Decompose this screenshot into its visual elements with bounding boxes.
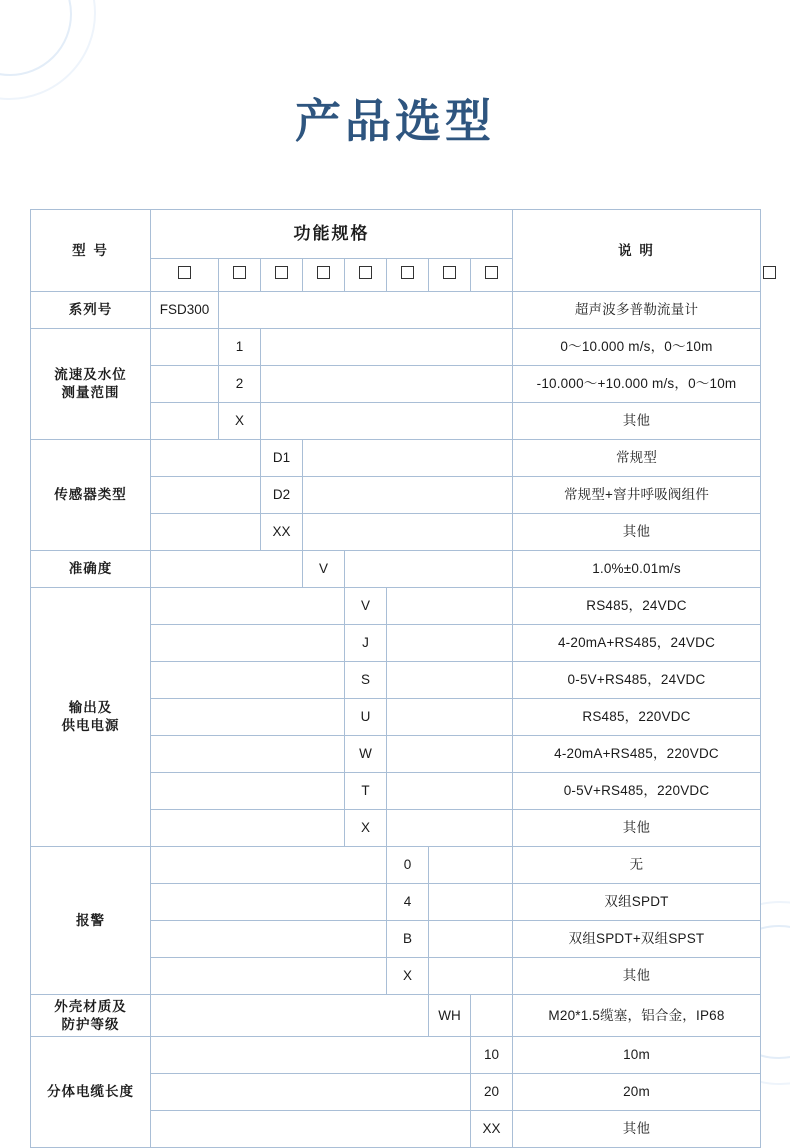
- spacer-cell: [151, 810, 345, 847]
- header-description: 说 明: [513, 210, 761, 292]
- spacer-cell: [429, 958, 513, 995]
- row-label-housing: 外壳材质及 防护等级: [31, 995, 151, 1037]
- table-row: [31, 588, 761, 625]
- desc-sensor-d2: 常规型+窨井呼吸阀组件: [513, 477, 761, 514]
- desc-output-w: 4-20mA+RS485，220VDC: [513, 736, 761, 773]
- spacer-cell: [151, 1111, 471, 1148]
- spacer-cell: [387, 662, 513, 699]
- table-row: [31, 1037, 761, 1074]
- spacer-cell: [151, 847, 387, 884]
- spacer-cell: [151, 440, 261, 477]
- desc-alarm-4: 双组SPDT: [513, 884, 761, 921]
- desc-sensor-d1: 常规型: [513, 440, 761, 477]
- spacer-cell: [151, 921, 387, 958]
- spacer-cell: [261, 329, 513, 366]
- code-output-x: X: [345, 810, 387, 847]
- code-series-fsd300: FSD300: [151, 292, 219, 329]
- row-label-alarm: 报警: [31, 847, 151, 995]
- desc-cable-20: 20m: [513, 1074, 761, 1111]
- spacer-cell: [219, 292, 513, 329]
- spacer-cell: [387, 699, 513, 736]
- code-cable-10: 10: [471, 1037, 513, 1074]
- row-label-series: 系列号: [31, 292, 151, 329]
- spacer-cell: [387, 736, 513, 773]
- desc-output-j: 4-20mA+RS485，24VDC: [513, 625, 761, 662]
- spacer-cell: [151, 366, 219, 403]
- spacer-cell: [429, 921, 513, 958]
- checkbox-icon[interactable]: [317, 266, 330, 279]
- table-row: [31, 292, 761, 329]
- code-cable-xx: XX: [471, 1111, 513, 1148]
- spacer-cell: [303, 514, 513, 551]
- spacer-cell: [303, 477, 513, 514]
- spacer-cell: [151, 958, 387, 995]
- spacer-cell: [261, 403, 513, 440]
- table-header-row: [31, 210, 761, 259]
- header-model: 型 号: [31, 210, 151, 292]
- table-row: [31, 847, 761, 884]
- desc-alarm-b: 双组SPDT+双组SPST: [513, 921, 761, 958]
- row-label-accuracy: 准确度: [31, 551, 151, 588]
- desc-alarm-x: 其他: [513, 958, 761, 995]
- spacer-cell: [151, 588, 345, 625]
- checkbox-cell-6[interactable]: [387, 259, 429, 292]
- spacer-cell: [387, 625, 513, 662]
- checkbox-icon[interactable]: [401, 266, 414, 279]
- checkbox-cell-5[interactable]: [345, 259, 387, 292]
- row-label-output-power: 输出及 供电电源: [31, 588, 151, 847]
- code-output-t: T: [345, 773, 387, 810]
- code-output-u: U: [345, 699, 387, 736]
- code-alarm-b: B: [387, 921, 429, 958]
- code-output-w: W: [345, 736, 387, 773]
- spacer-cell: [151, 699, 345, 736]
- desc-cable-xx: 其他: [513, 1111, 761, 1148]
- code-output-v: V: [345, 588, 387, 625]
- spacer-cell: [429, 884, 513, 921]
- desc-output-t: 0-5V+RS485，220VDC: [513, 773, 761, 810]
- desc-output-u: RS485，220VDC: [513, 699, 761, 736]
- checkbox-icon[interactable]: [275, 266, 288, 279]
- spacer-cell: [429, 847, 513, 884]
- code-sensor-xx: XX: [261, 514, 303, 551]
- checkbox-icon[interactable]: [485, 266, 498, 279]
- code-range-1: 1: [219, 329, 261, 366]
- spacer-cell: [151, 477, 261, 514]
- spacer-cell: [151, 1037, 471, 1074]
- desc-range-x: 其他: [513, 403, 761, 440]
- checkbox-cell-7[interactable]: [429, 259, 471, 292]
- table-row: [31, 995, 761, 1037]
- spacer-cell: [471, 995, 513, 1037]
- row-label-sensor-type: 传感器类型: [31, 440, 151, 551]
- desc-sensor-xx: 其他: [513, 514, 761, 551]
- table-row: [31, 551, 761, 588]
- code-housing-wh: WH: [429, 995, 471, 1037]
- checkbox-cell-4[interactable]: [303, 259, 345, 292]
- checkbox-cell-2[interactable]: [219, 259, 261, 292]
- checkbox-icon[interactable]: [178, 266, 191, 279]
- desc-alarm-0: 无: [513, 847, 761, 884]
- spacer-cell: [261, 366, 513, 403]
- code-output-s: S: [345, 662, 387, 699]
- row-label-range: 流速及水位 测量范围: [31, 329, 151, 440]
- spacer-cell: [151, 662, 345, 699]
- checkbox-icon[interactable]: [763, 266, 776, 279]
- code-range-2: 2: [219, 366, 261, 403]
- header-function-spec: 功能规格: [151, 210, 513, 259]
- spacer-cell: [151, 736, 345, 773]
- spacer-cell: [151, 1074, 471, 1111]
- code-output-j: J: [345, 625, 387, 662]
- selection-table-wrapper: [30, 209, 760, 1148]
- code-accuracy-v: V: [303, 551, 345, 588]
- desc-cable-10: 10m: [513, 1037, 761, 1074]
- spacer-cell: [151, 884, 387, 921]
- desc-output-s: 0-5V+RS485，24VDC: [513, 662, 761, 699]
- code-sensor-d2: D2: [261, 477, 303, 514]
- code-alarm-x: X: [387, 958, 429, 995]
- spacer-cell: [151, 625, 345, 662]
- desc-output-v: RS485，24VDC: [513, 588, 761, 625]
- spacer-cell: [387, 773, 513, 810]
- desc-accuracy-v: 1.0%±0.01m/s: [513, 551, 761, 588]
- desc-housing-wh: M20*1.5缆塞，铝合金，IP68: [513, 995, 761, 1037]
- checkbox-icon[interactable]: [359, 266, 372, 279]
- desc-range-1: 0～10.000 m/s，0～10m: [513, 329, 761, 366]
- desc-output-x: 其他: [513, 810, 761, 847]
- spacer-cell: [151, 514, 261, 551]
- desc-range-2: -10.000～+10.000 m/s，0～10m: [513, 366, 761, 403]
- desc-series: 超声波多普勒流量计: [513, 292, 761, 329]
- spacer-cell: [387, 588, 513, 625]
- checkbox-cell-1[interactable]: [151, 259, 219, 292]
- checkbox-icon[interactable]: [233, 266, 246, 279]
- checkbox-icon[interactable]: [443, 266, 456, 279]
- page-title: 产品选型: [295, 95, 495, 147]
- spacer-cell: [151, 773, 345, 810]
- code-alarm-4: 4: [387, 884, 429, 921]
- code-range-x: X: [219, 403, 261, 440]
- spacer-cell: [151, 329, 219, 366]
- table-row: [31, 329, 761, 366]
- row-label-cable-length: 分体电缆长度: [31, 1037, 151, 1148]
- table-row: [31, 440, 761, 477]
- product-selection-table: [30, 209, 761, 1148]
- checkbox-cell-3[interactable]: [261, 259, 303, 292]
- spacer-cell: [345, 551, 513, 588]
- code-cable-20: 20: [471, 1074, 513, 1111]
- code-alarm-0: 0: [387, 847, 429, 884]
- spacer-cell: [151, 403, 219, 440]
- checkbox-cell-8[interactable]: [471, 259, 513, 292]
- code-sensor-d1: D1: [261, 440, 303, 477]
- spacer-cell: [151, 995, 429, 1037]
- spacer-cell: [303, 440, 513, 477]
- spacer-cell: [151, 551, 303, 588]
- spacer-cell: [387, 810, 513, 847]
